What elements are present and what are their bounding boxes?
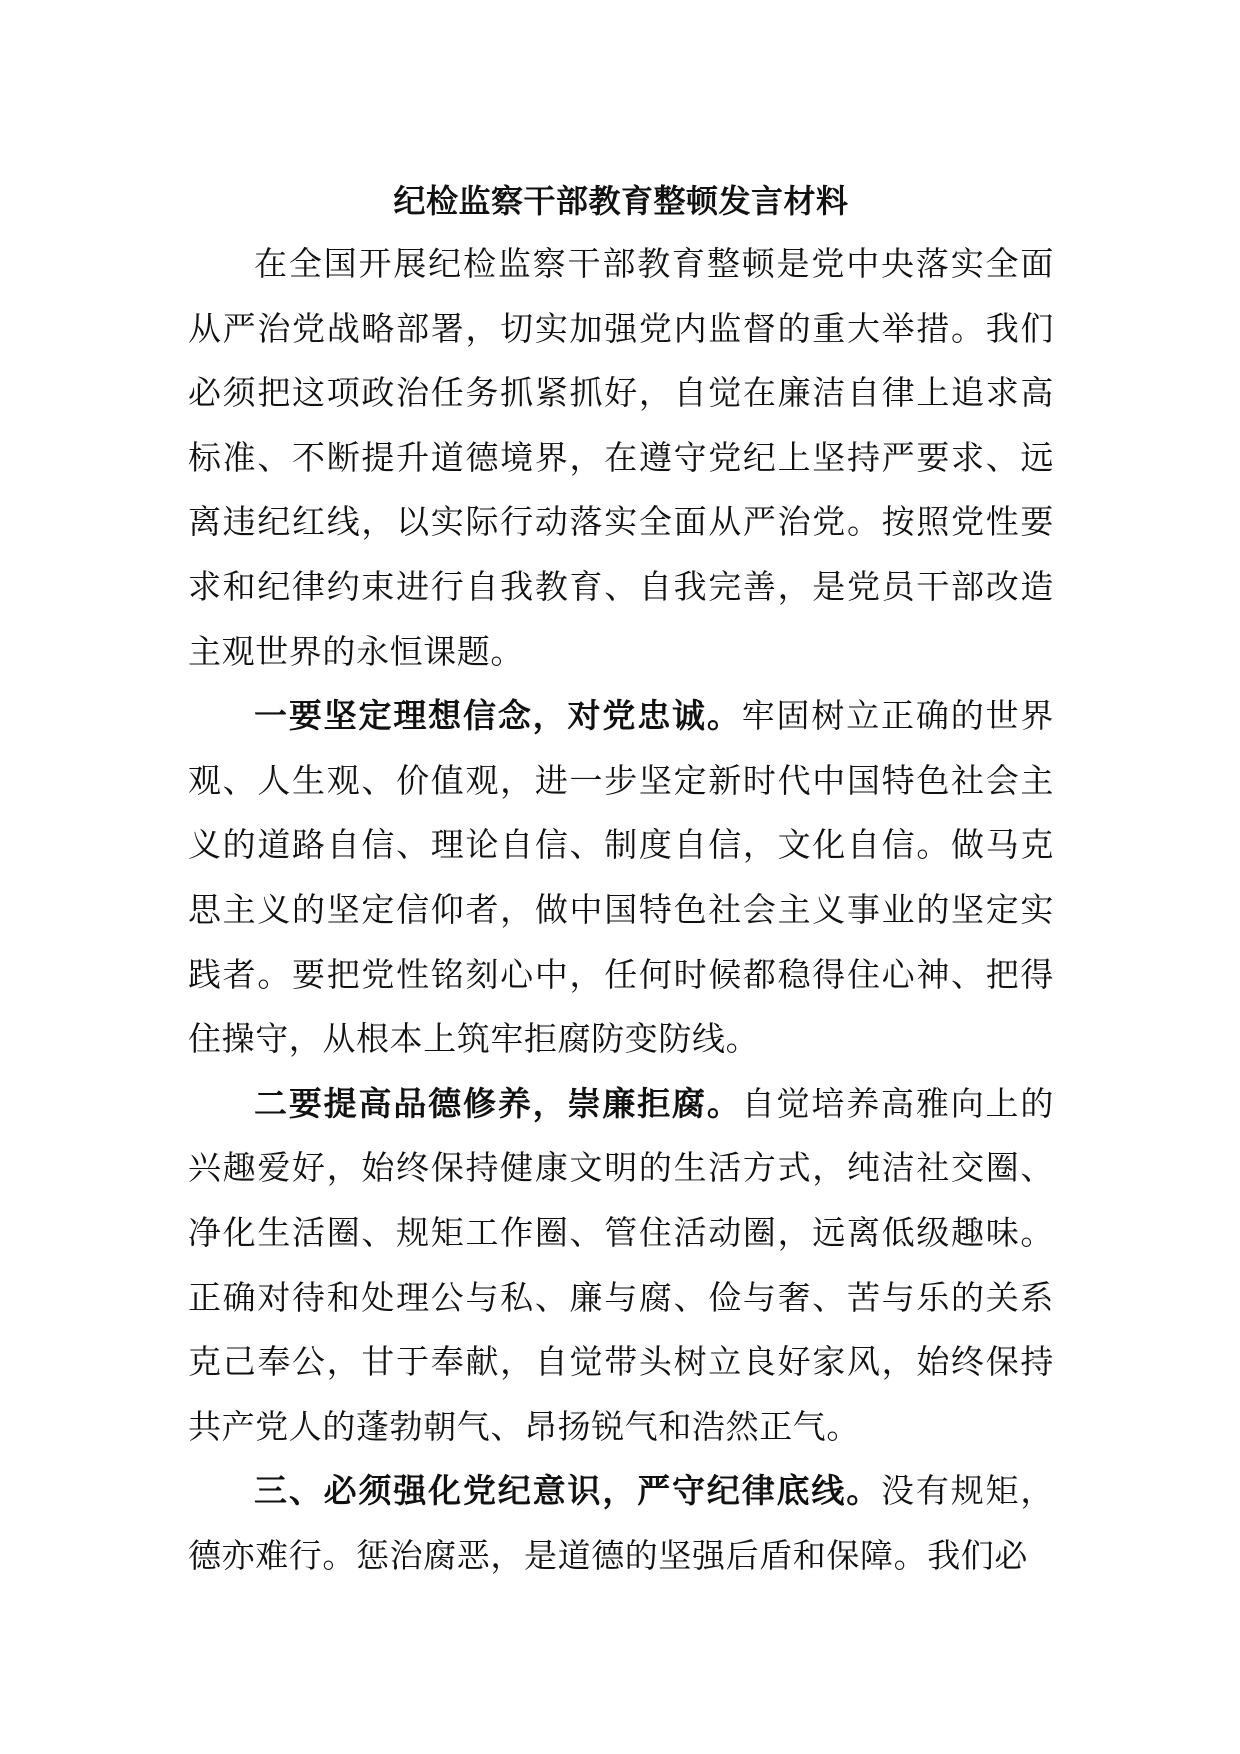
document-page bbox=[188, 170, 1054, 1730]
paragraph-point-two bbox=[188, 1072, 1054, 1460]
paragraph-intro bbox=[188, 232, 1054, 684]
document-title: 纪检监察干部教育整顿发言材料 bbox=[393, 182, 849, 220]
paragraph-text: 在全国开展纪检监察干部教育整顿是党中央落实全面从严治党战略部署，切实加强党内监督的重大举措。我们必须把这项政治任务抓紧抓好，自觉在廉洁自律上追求高标准、不断提升道德境界，在遵守党纪上坚持严要求、远离违纪红线，以实际行动落实全面从严治党。按照党性要求和纪律约束进行自我教育、自我完善，是党员干部改造主观世界的永恒课题。 bbox=[188, 244, 1054, 671]
paragraph-point-three bbox=[188, 1459, 1054, 1588]
paragraph-text: 自觉培养高雅向上的兴趣爱好，始终保持健康文明的生活方式，纯洁社交圈、净化生活圈、规矩工作圈、管住活动圈，远离低级趣味。正确对待和处理公与私、廉与腐、俭与奢、苦与乐的关系克己奉公，甘于奉献，自觉带头树立良好家风，始终保持共产党人的蓬勃朝气、昂扬锐气和浩然正气。 bbox=[188, 1083, 1054, 1446]
paragraph-text: 牢固树立正确的世界观、人生观、价值观，进一步坚定新时代中国特色社会主义的道路自信、理论自信、制度自信，文化自信。做马克思主义的坚定信仰者，做中国特色社会主义事业的坚定实践者。要把党性铭刻心中，任何时候都稳得住心神、把得住操守，从根本上筑牢拒腐防变防线。 bbox=[188, 696, 1054, 1059]
paragraph-heading: 一要坚定理想信念，对党忠诚。 bbox=[254, 696, 742, 736]
paragraph-text: 没有规矩，德亦难行。惩治腐恶，是道德的坚强后盾和保障。我们必 bbox=[188, 1471, 1054, 1575]
paragraph-heading: 三、必须强化党纪意识，严守纪律底线。 bbox=[254, 1471, 882, 1511]
paragraph-point-one bbox=[188, 684, 1054, 1072]
paragraph-heading: 二要提高品德修养，崇廉拒腐。 bbox=[254, 1083, 742, 1123]
